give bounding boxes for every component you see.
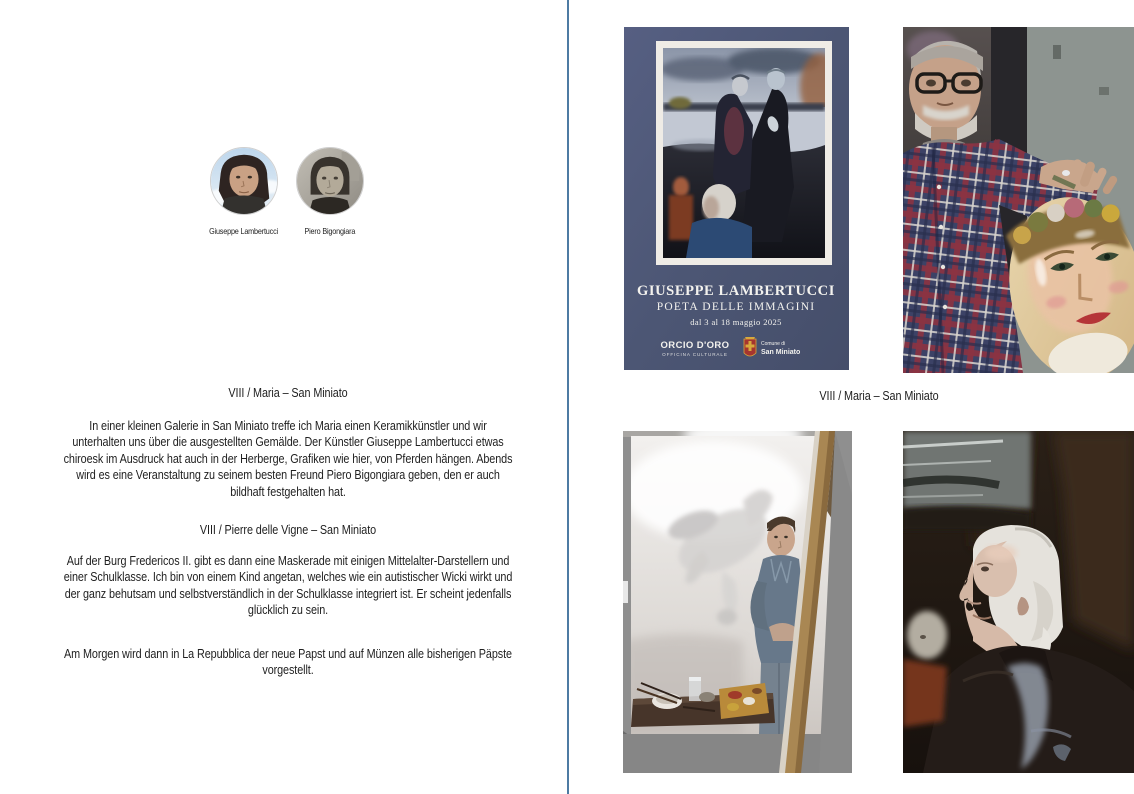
background-small-figure	[903, 611, 947, 727]
left-page-text	[63, 385, 513, 679]
poster-org-logo-text: ORCIO D'ORO	[660, 340, 730, 351]
poster-dates: dal 3 al 18 maggio 2025	[690, 317, 782, 327]
portrait-giuseppe-lambertucci	[201, 147, 287, 236]
portrait-name-piero: Piero Bigongiara	[304, 226, 356, 236]
page-divider-line	[567, 0, 569, 794]
portrait-photo-giuseppe	[210, 147, 278, 215]
portrait-photo-piero	[296, 147, 364, 215]
portrait-row	[157, 147, 417, 236]
paragraph-papst: Am Morgen wird dann in La Repubblica der neue Papst und auf Münzen alle bisherigen Päpste vorgestellt.	[64, 646, 512, 677]
piero-portrait-image	[297, 148, 363, 214]
poster-org-subtext: OFFICINA CULTURALE	[662, 352, 728, 357]
seascape-corner	[903, 431, 1031, 531]
poster-subtitle: POETA DELLE IMMAGINI	[656, 301, 816, 313]
exhibition-poster-image	[624, 27, 849, 370]
section-heading-maria: VIII / Maria – San Miniato	[228, 386, 348, 400]
easel-painting-photo	[623, 431, 852, 773]
poster-painting	[660, 48, 840, 258]
poster-title: GIUSEPPE LAMBERTUCCI	[636, 283, 836, 299]
dark-portrait-painting-image	[903, 431, 1134, 773]
paragraph-pierre: Auf der Burg Fredericos II. gibt es dann eine Maskerade mit einigen Mittelalter-Darstellern und einer Schulklasse. Ich bin von einem Kind angetan, welches wie ein autistischer Wicki wirkt und der ganz behutsam und selbstverständlich in der Schulklasse integriert ist. Er scheint jedenfalls glücklich zu sein.	[63, 553, 513, 617]
giuseppe-portrait-image	[211, 148, 277, 214]
section-heading-pierre: VIII / Pierre delle Vigne – San Miniato	[199, 523, 377, 537]
paragraph-maria: In einer kleinen Galerie in San Miniato treffe ich Maria einen Keramikkünstler und wir unterhalten uns über die ausgestellten Gemälde. Der Künstler Giuseppe Lambertucci etwas chiroesk im Ausdruck hat auch in der Herberge, Grafiken wie hier, von Pferden hängen. Abends wird es eine Veranstaltung zu seinem besten Freund Piero Bigongiara geben, den er auch bildhaft festgehalten hat.	[63, 418, 513, 499]
right-page-caption: VIII / Maria – San Miniato	[819, 389, 939, 403]
artist-photo-image	[903, 27, 1134, 373]
san-miniato-crest-icon	[744, 337, 756, 356]
poster-comune-name: San Miniato	[761, 349, 801, 356]
portrait-piero-bigongiara	[287, 147, 373, 236]
poster-comune-small: Comune di	[761, 341, 786, 347]
portrait-name-giuseppe: Giuseppe Lambertucci	[209, 226, 279, 236]
